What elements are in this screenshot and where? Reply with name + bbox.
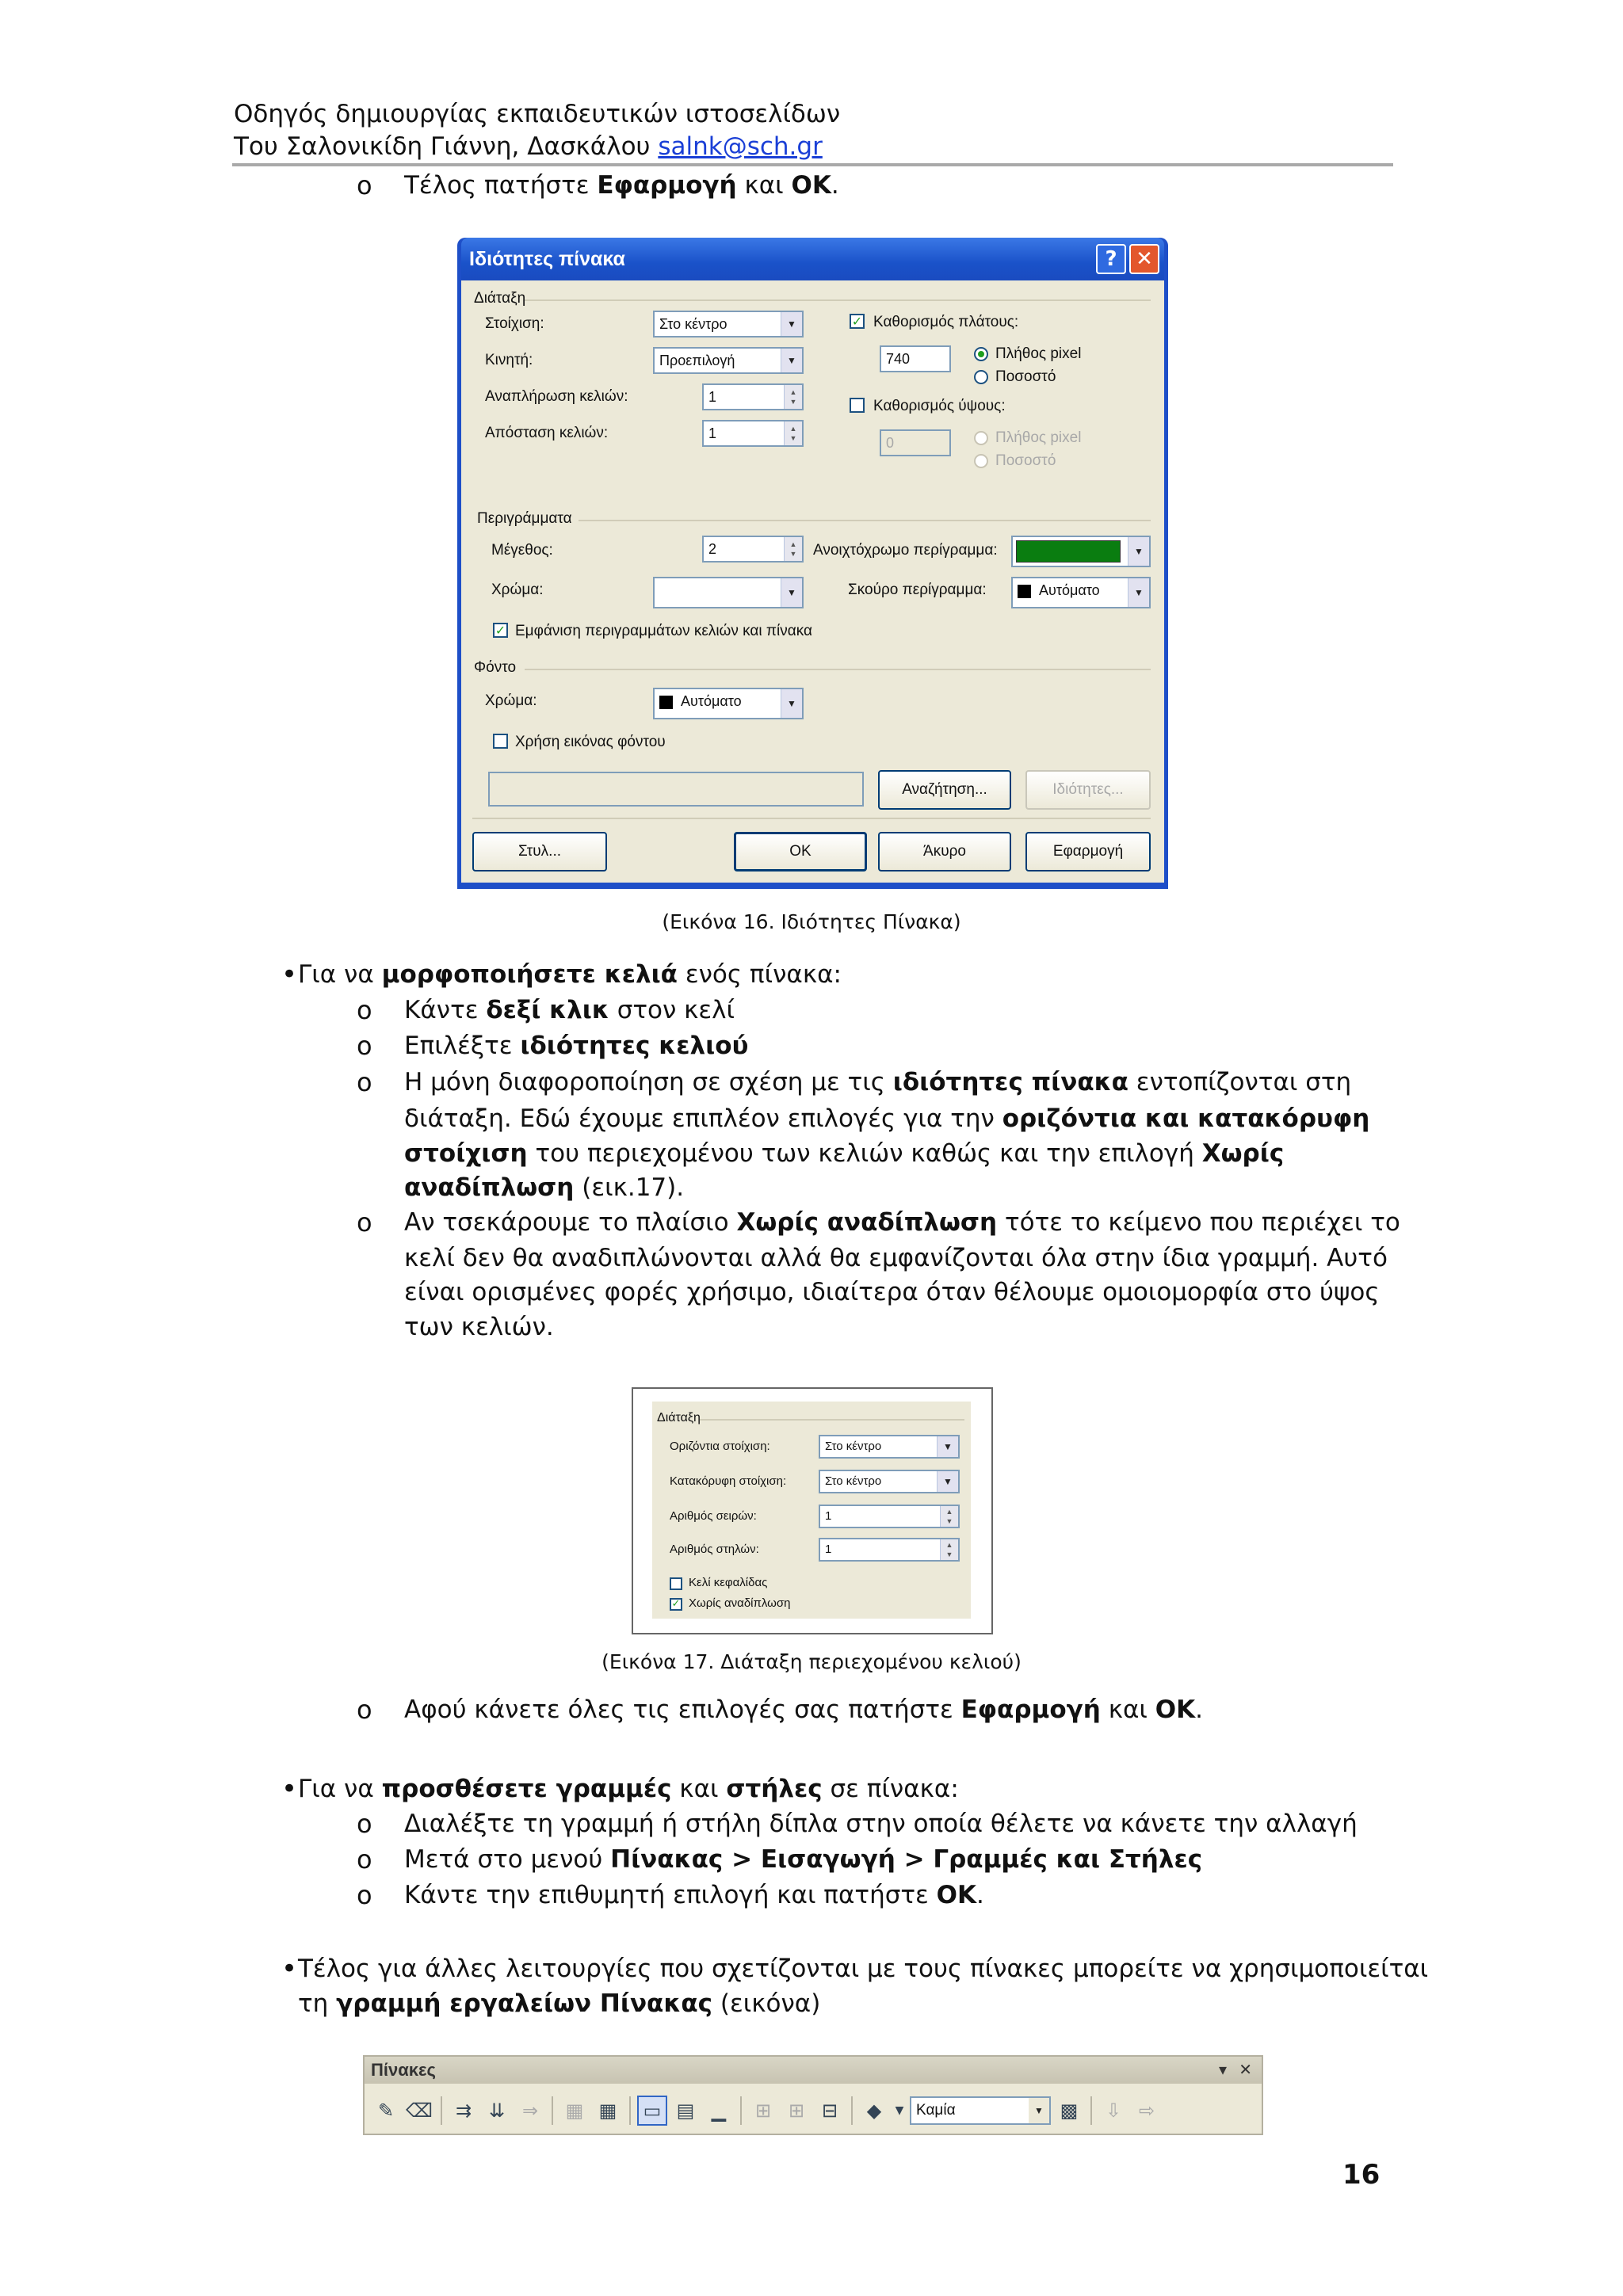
cells-item-1: Κάντε δεξί κλικ στον κελί — [404, 996, 735, 1024]
cell-layout-panel — [652, 1402, 971, 1619]
height-pixels-radio[interactable] — [974, 431, 988, 445]
table-properties-dialog — [457, 238, 1168, 889]
align-top-icon[interactable]: ▭ — [637, 2096, 667, 2126]
height-checkbox[interactable] — [850, 398, 865, 413]
image-properties-button[interactable]: Ιδιότητες... — [1025, 770, 1151, 810]
no-wrap-checkbox[interactable]: ✓ — [670, 1598, 682, 1611]
width-percent-radio[interactable] — [974, 370, 988, 384]
header-rule — [232, 163, 1393, 166]
toolbar-close-icon[interactable]: ✕ — [1239, 2060, 1252, 2079]
spinner-icon[interactable]: ▲ ▼ — [784, 385, 802, 409]
style-button[interactable]: Στυλ... — [472, 832, 607, 871]
color-swatch — [1018, 585, 1031, 598]
cancel-button[interactable]: Άκυρο — [878, 832, 1011, 871]
align-label: Στοίχιση: — [485, 315, 544, 332]
chevron-down-icon[interactable]: ▼ — [937, 1436, 958, 1457]
eraser-icon[interactable]: ⌫ — [406, 2100, 433, 2122]
fill-down-icon[interactable]: ⇩ — [1105, 2100, 1122, 2122]
toolbar-separator — [851, 2096, 853, 2125]
light-border-swatch — [1016, 540, 1121, 563]
float-select[interactable]: Προεπιλογή ▼ — [653, 347, 804, 374]
toolbar-title: Πίνακες — [371, 2060, 436, 2080]
show-borders-label: Εμφάνιση περιγραμμάτων κελιών και πίνακα — [515, 623, 812, 639]
header-cell-label: Κελί κεφαλίδας — [689, 1576, 768, 1589]
fill-color-icon[interactable]: ◆ — [866, 2100, 882, 2122]
layout-group-label: Διάταξη — [474, 290, 526, 307]
chevron-down-icon[interactable]: ▼ — [1029, 2098, 1049, 2123]
tables-toolbar — [363, 2055, 1263, 2135]
background-group-label: Φόντο — [474, 659, 517, 676]
list-marker: o — [357, 170, 372, 200]
layout-group-label: Διάταξη — [657, 1411, 701, 1425]
toolbar-separator — [740, 2096, 742, 2125]
size-input[interactable]: 2 ▲ ▼ — [702, 536, 804, 563]
no-wrap-label: Χωρίς αναδίπλωση — [689, 1596, 791, 1610]
chevron-down-icon[interactable]: ▼ — [1128, 578, 1149, 607]
header-cell-checkbox[interactable] — [670, 1577, 682, 1590]
chevron-down-icon[interactable]: ▼ — [781, 689, 802, 718]
valign-select[interactable]: Στο κέντρο ▼ — [819, 1470, 960, 1493]
width-percent-label: Ποσοστό — [995, 368, 1056, 385]
size-label: Μέγεθος: — [491, 542, 553, 559]
width-input[interactable]: 740 — [880, 345, 951, 372]
padding-input[interactable]: 1 ▲ ▼ — [702, 383, 804, 410]
width-checkbox[interactable]: ✓ — [850, 314, 865, 329]
cells-item-3-line4: αναδίπλωση (εικ.17). — [404, 1173, 685, 1202]
toolbar-separator — [1090, 2096, 1092, 2125]
width-pixels-radio[interactable] — [974, 347, 988, 361]
dark-border-select[interactable]: Αυτόματο ▼ — [1011, 577, 1151, 608]
table-style-select[interactable]: Καμία ▼ — [910, 2096, 1051, 2125]
author-email-link[interactable]: salnk@sch.gr — [658, 132, 823, 161]
height-percent-label: Ποσοστό — [995, 452, 1056, 469]
split-cells-icon[interactable]: ▦ — [598, 2100, 617, 2122]
chevron-down-icon[interactable]: ▼ — [781, 312, 802, 336]
close-button[interactable]: ✕ — [1129, 244, 1159, 274]
fill-right-icon[interactable]: ⇨ — [1138, 2100, 1155, 2122]
dialog-body — [461, 280, 1164, 883]
bg-image-path[interactable] — [488, 772, 864, 807]
toolbar-separator — [552, 2096, 553, 2125]
spacing-input[interactable]: 1 ▲ ▼ — [702, 420, 804, 447]
insert-columns-icon[interactable]: ⇊ — [488, 2100, 506, 2122]
list-marker: o — [357, 1207, 372, 1238]
list-marker: o — [357, 1031, 372, 1061]
rows-item-1: Διαλέξτε τη γραμμή ή στήλη δίπλα στην οποία θέλετε να κάνετε την αλλαγή — [404, 1810, 1358, 1838]
padding-label: Αναπλήρωση κελιών: — [485, 388, 628, 405]
after-figure-17: Αφού κάνετε όλες τις επιλογές σας πατήστε Εφαρμογή και ΟΚ. — [404, 1695, 1203, 1724]
toolbar-separator — [441, 2096, 442, 2125]
spinner-icon[interactable]: ▲ ▼ — [940, 1506, 958, 1527]
toolbar-buttons — [371, 2092, 1255, 2130]
group-divider — [525, 669, 1151, 670]
rows-intro: Για να προσθέσετε γραμμές και στήλες σε πίνακα: — [298, 1775, 959, 1803]
color-select[interactable] — [653, 577, 804, 608]
step-finish: Τέλος πατήστε Εφαρμογή και ΟΚ. — [404, 171, 839, 200]
header-title: Οδηγός δημιουργίας εκπαιδευτικών ιστοσελίδων — [234, 100, 841, 128]
draw-table-icon[interactable]: ✎ — [377, 2100, 395, 2122]
group-divider — [472, 818, 1151, 819]
cells-intro: Για να μορφοποιήσετε κελιά ενός πίνακα: — [298, 960, 842, 989]
fill-color-chevron-icon[interactable]: ▼ — [895, 2104, 904, 2117]
height-pixels-label: Πλήθος pixel — [995, 429, 1082, 446]
borders-group-label: Περιγράμματα — [477, 510, 572, 527]
valign-label: Κατακόρυφη στοίχιση: — [670, 1474, 787, 1488]
float-label: Κινητή: — [485, 352, 533, 368]
cell-layout-figure — [632, 1387, 993, 1634]
cols-input[interactable]: 1 ▲ ▼ — [819, 1538, 960, 1562]
width-check-label: Καθορισμός πλάτους: — [873, 314, 1019, 330]
align-select[interactable]: Στο κέντρο ▼ — [653, 311, 804, 338]
header-author-text: Του Σαλονικίδη Γιάννη, Δασκάλου — [234, 132, 659, 161]
dark-border-label: Σκούρο περίγραμμα: — [848, 582, 987, 598]
group-divider — [579, 520, 1151, 521]
cells-item-4-line4: των κελιών. — [404, 1313, 554, 1341]
rows-item-2: Μετά στο μενού Πίνακας > Εισαγωγή > Γραμμές και Στήλες — [404, 1845, 1203, 1874]
height-input[interactable]: 0 — [880, 429, 951, 456]
color-label: Χρώμα: — [491, 582, 544, 598]
bg-image-label: Χρήση εικόνας φόντου — [515, 734, 666, 750]
merge-cells-icon[interactable]: ▦ — [565, 2100, 584, 2122]
bg-color-label: Χρώμα: — [485, 692, 537, 709]
group-divider — [700, 1419, 964, 1421]
cells-item-4-line3: είναι ορισμένες φορές χρήσιμο, ιδιαίτερα όταν θέλουμε ομοιομορφία στο ύψος — [404, 1278, 1380, 1306]
header-author — [234, 129, 823, 164]
distribute-columns-icon[interactable]: ⊞ — [788, 2100, 805, 2122]
list-marker: o — [357, 1695, 372, 1725]
toolbar-intro: Τέλος για άλλες λειτουργίες που σχετίζονται με τους πίνακες μπορείτε να χρησιμοποιείται — [298, 1955, 1429, 1983]
cells-item-4-line2: κελί δεν θα αναδιπλώνονται αλλά θα εμφανίζονται όλα στην ίδια γραμμή. Αυτό — [404, 1244, 1388, 1272]
dialog-titlebar — [461, 238, 1164, 280]
list-marker: o — [357, 1067, 372, 1097]
toolbar-titlebar — [365, 2057, 1262, 2084]
toolbar-intro-line2: τη γραμμή εργαλείων Πίνακας (εικόνα) — [298, 1989, 821, 2018]
cells-item-2: Επιλέξτε ιδιότητες κελιού — [404, 1032, 749, 1060]
rows-input[interactable]: 1 ▲ ▼ — [819, 1505, 960, 1528]
align-bottom-icon[interactable]: ▁ — [711, 2100, 727, 2122]
group-divider — [525, 299, 1151, 301]
cells-item-3: Η μόνη διαφοροποίηση σε σχέση με τις ιδιότητες πίνακα εντοπίζονται στη — [404, 1068, 1352, 1097]
spinner-icon[interactable]: ▲ ▼ — [784, 421, 802, 445]
page-number: 16 — [1342, 2159, 1381, 2191]
list-marker: o — [357, 1809, 372, 1839]
list-marker: o — [357, 1880, 372, 1910]
chevron-down-icon[interactable]: ▼ — [781, 578, 802, 607]
halign-label: Οριζόντια στοίχιση: — [670, 1440, 770, 1453]
bullet-dot: • — [281, 1953, 298, 1985]
figure-caption-16: (Εικόνα 16. Ιδιότητες Πίνακα) — [662, 910, 961, 933]
rows-item-3: Κάντε την επιθυμητή επιλογή και πατήστε ΟΚ. — [404, 1881, 984, 1909]
width-pixels-label: Πλήθος pixel — [995, 345, 1082, 362]
spinner-icon[interactable]: ▲ ▼ — [784, 537, 802, 561]
chevron-down-icon[interactable]: ▼ — [1128, 537, 1149, 566]
toolbar-separator — [629, 2096, 631, 2125]
bullet-dot: • — [281, 959, 298, 990]
height-check-label: Καθορισμός ύψους: — [873, 398, 1006, 414]
insert-rows-icon[interactable]: ⇉ — [455, 2100, 472, 2122]
delete-cells-icon[interactable]: ⇒ — [521, 2100, 539, 2122]
height-percent-radio[interactable] — [974, 454, 988, 468]
ok-button[interactable]: OK — [734, 832, 867, 871]
dialog-title: Ιδιότητες πίνακα — [469, 247, 625, 270]
chevron-down-icon[interactable]: ▼ — [781, 349, 802, 372]
spinner-icon[interactable]: ▲ ▼ — [940, 1539, 958, 1560]
apply-button[interactable]: Εφαρμογή — [1025, 832, 1151, 871]
table-autoformat-icon[interactable]: ▩ — [1060, 2100, 1079, 2122]
list-marker: o — [357, 1844, 372, 1875]
bg-color-select[interactable]: Αυτόματο ▼ — [653, 688, 804, 719]
chevron-down-icon[interactable]: ▼ — [937, 1471, 958, 1492]
rows-label: Αριθμός σειρών: — [670, 1509, 757, 1523]
cells-item-3-line3: στοίχιση του περιεχομένου των κελιών καθώς και την επιλογή Χωρίς — [404, 1139, 1285, 1168]
spacing-label: Απόσταση κελιών: — [485, 425, 609, 441]
help-button[interactable]: ? — [1096, 244, 1126, 274]
color-swatch — [659, 696, 673, 709]
cells-item-4: Αν τσεκάρουμε το πλαίσιο Χωρίς αναδίπλωση τότε το κείμενο που περιέχει το — [404, 1208, 1400, 1237]
light-border-select[interactable] — [1011, 536, 1151, 567]
bullet-dot: • — [281, 1773, 298, 1805]
light-border-label: Ανοιχτόχρωμο περίγραμμα: — [813, 542, 998, 559]
figure-caption-17: (Εικόνα 17. Διάταξη περιεχομένου κελιού) — [601, 1650, 1022, 1673]
bg-image-checkbox[interactable] — [493, 734, 508, 749]
list-marker: o — [357, 995, 372, 1025]
toolbar-options-icon[interactable]: ▾ — [1218, 2060, 1227, 2079]
cols-label: Αριθμός στηλών: — [670, 1543, 759, 1556]
show-borders-checkbox[interactable]: ✓ — [493, 623, 508, 638]
cells-item-3-line2: διάταξη. Εδώ έχουμε επιπλέον επιλογές για την οριζόντια και κατακόρυφη — [404, 1104, 1370, 1133]
browse-button[interactable]: Αναζήτηση... — [878, 770, 1011, 810]
align-center-icon[interactable]: ▤ — [676, 2100, 695, 2122]
autofit-icon[interactable]: ⊟ — [821, 2100, 838, 2122]
halign-select[interactable]: Στο κέντρο ▼ — [819, 1435, 960, 1459]
distribute-rows-icon[interactable]: ⊞ — [754, 2100, 772, 2122]
